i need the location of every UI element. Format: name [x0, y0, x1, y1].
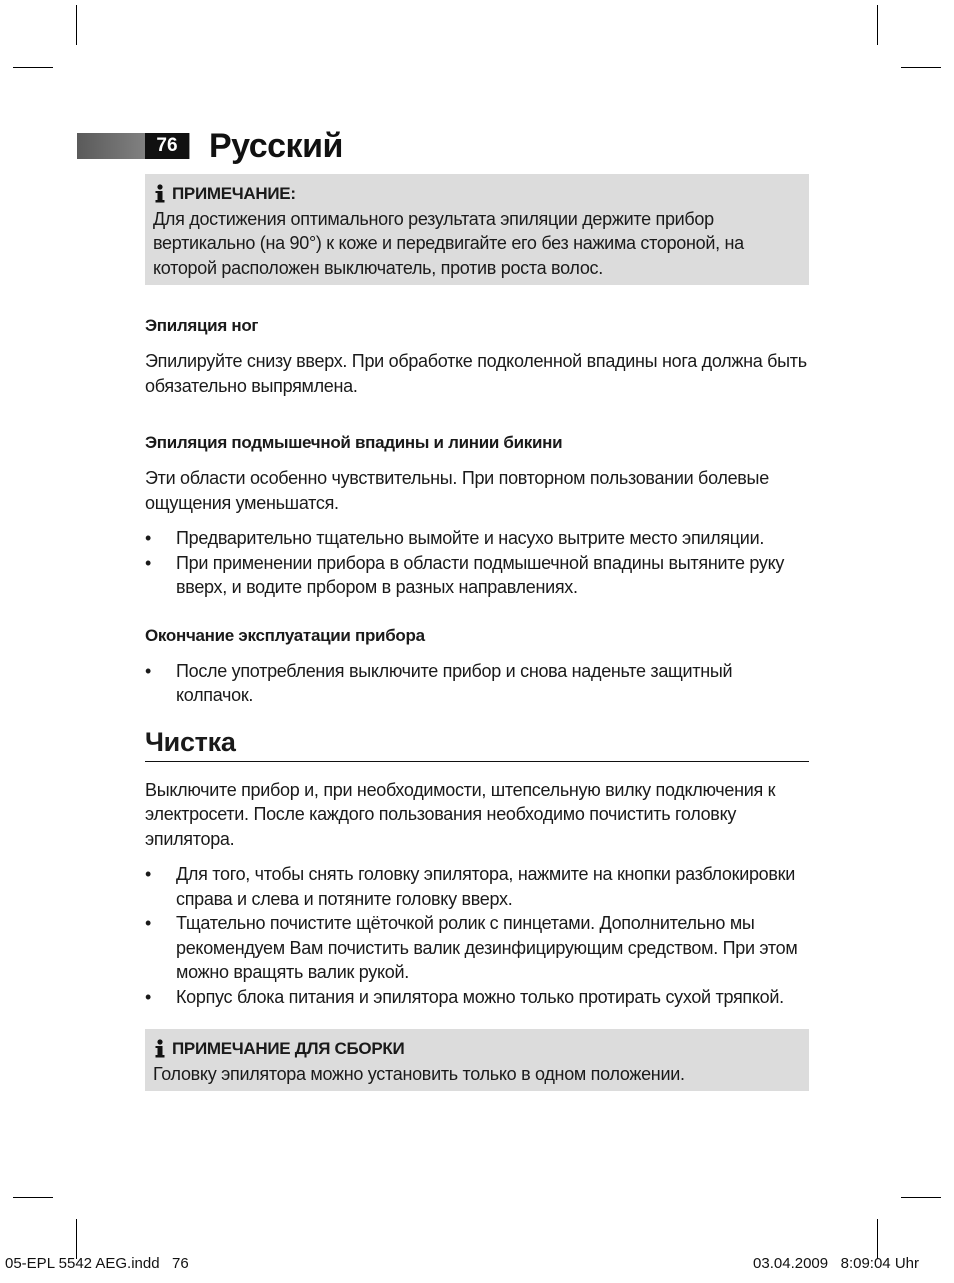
legs-text: Эпилируйте снизу вверх. При обработке подколенной впадины нога должна быть обязательно выпрямлена. — [145, 351, 807, 396]
bullet-icon: • — [145, 864, 152, 884]
list-item-text: Предварительно тщательно вымойте и насухо вытрите место эпиляции. — [176, 528, 765, 548]
list-item — [145, 659, 809, 708]
crop-mark — [76, 1219, 77, 1259]
crop-mark — [13, 67, 53, 68]
assembly-note-box — [145, 1029, 809, 1091]
note-text: Для достижения оптимального результата эпиляции держите прибор вертикально (на 90°) к коже и передвигайте его без нажима стороной, на которой расположен выключатель, против роста волос. — [153, 208, 744, 278]
page-number-badge: 76 — [145, 133, 189, 159]
finish-heading: Окончание эксплуатации прибора — [145, 625, 425, 645]
note-box — [145, 174, 809, 285]
page-content — [145, 174, 809, 1091]
finish-list — [145, 659, 809, 708]
footer-timestamp: 03.04.2009 8:09:04 Uhr — [753, 1255, 919, 1272]
note-title: ПРИМЕЧАНИЕ — [172, 184, 291, 203]
list-item-text: Тщательно почистите щёточкой ролик с пинцетами. Дополнительно мы рекомендуем Вам почистить валик дезинфицирующим средством. При этом можно вращять валик рукой. — [176, 913, 798, 982]
note-title-colon: : — [290, 184, 296, 203]
list-item-text: При применении прибора в области подмышечной впадины вытяните руку вверх, и водите прбором в разных направлениях. — [176, 552, 785, 597]
list-item — [145, 862, 809, 911]
bullet-icon: • — [145, 986, 152, 1007]
legs-heading: Эпиляция ног — [145, 316, 259, 335]
crop-mark — [901, 67, 941, 68]
info-icon — [153, 184, 167, 204]
list-item — [145, 911, 809, 985]
list-item-text: Корпус блока питания и эпилятора можно только протирать сухой тряпкой. — [176, 986, 784, 1007]
list-item — [145, 985, 809, 1010]
bullet-icon: • — [145, 913, 152, 933]
note-heading — [153, 182, 801, 207]
armpit-text: Эти области особенно чувствительны. При повторном пользовании болевые ощущения уменьшатся. — [145, 468, 769, 513]
list-item — [145, 551, 809, 600]
note-title: ПРИМЕЧАНИЕ ДЛЯ СБОРКИ — [172, 1039, 405, 1058]
footer-file-info: 05-EPL 5542 AEG.indd 76 — [5, 1255, 189, 1272]
crop-mark — [877, 1219, 878, 1259]
crop-mark — [13, 1197, 53, 1198]
crop-mark — [901, 1197, 941, 1198]
bullet-icon: • — [145, 552, 152, 573]
info-icon — [153, 1039, 167, 1059]
cleaning-heading: Чистка — [145, 725, 809, 762]
note-text: Головку эпилятора можно установить только в одном положении. — [153, 1063, 685, 1084]
bullet-icon: • — [145, 528, 152, 548]
armpit-list — [145, 526, 809, 600]
cleaning-text: Выключите прибор и, при необходимости, штепсельную вилку подключения к электросети. После каждого пользования необходимо почистить головку эпилятора. — [145, 779, 776, 849]
list-item-text: Для того, чтобы снять головку эпилятора, нажмите на кнопки разблокировки справа и слева и потяните головку вверх. — [176, 864, 795, 909]
crop-mark — [877, 5, 878, 45]
note-heading — [153, 1037, 801, 1062]
cleaning-list — [145, 862, 809, 1009]
list-item-text: После употребления выключите прибор и снова наденьте защитный колпачок. — [176, 660, 733, 705]
crop-mark — [76, 5, 77, 45]
list-item — [145, 526, 809, 551]
page-title: Русский — [209, 127, 343, 165]
bullet-icon: • — [145, 660, 152, 681]
armpit-heading: Эпиляция подмышечной впадины и линии бикини — [145, 433, 563, 452]
